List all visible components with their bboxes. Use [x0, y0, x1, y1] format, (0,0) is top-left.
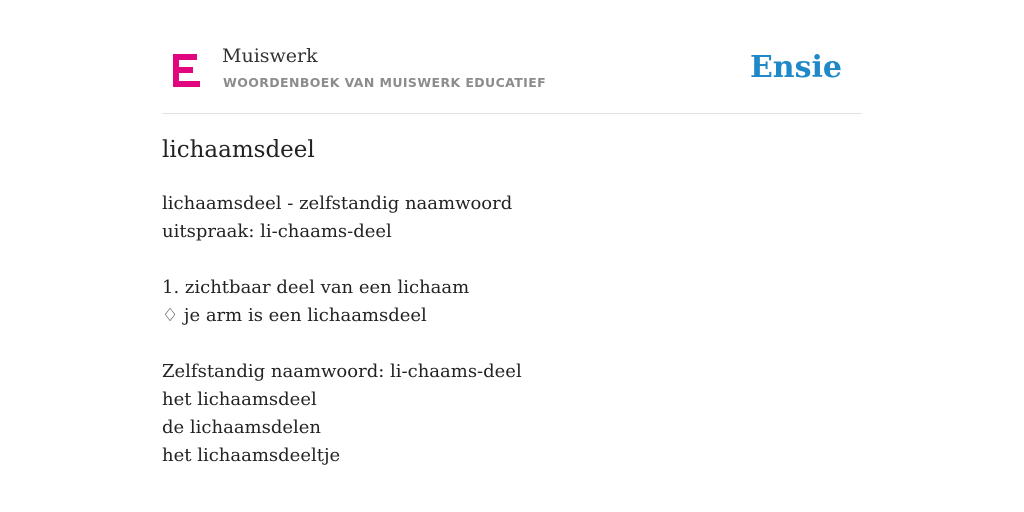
- spacer: [162, 330, 522, 358]
- diminutive-form: het lichaamsdeeltje: [162, 445, 341, 466]
- spacer: [162, 246, 522, 274]
- entry-definition: [162, 190, 522, 470]
- singular-form: het lichaamsdeel: [162, 389, 317, 410]
- sense-1: 1. zichtbaar deel van een lichaam: [162, 277, 470, 298]
- page-container: [162, 0, 862, 466]
- pronunciation: uitspraak: li-chaams-deel: [162, 221, 392, 242]
- brand-name[interactable]: Muiswerk: [222, 45, 318, 67]
- ensie-logo-link[interactable]: Ensie: [749, 50, 842, 85]
- plural-form: de lichaamsdelen: [162, 417, 322, 438]
- site-header: [162, 0, 862, 114]
- entry-title: lichaamsdeel: [162, 137, 315, 163]
- grammar-line: Zelfstandig naamwoord: li-chaams-deel: [162, 361, 522, 382]
- example-1: ♢ je arm is een lichaamsdeel: [162, 305, 427, 326]
- entry-heading-line: lichaamsdeel - zelfstandig naamwoord: [162, 193, 513, 214]
- muiswerk-e-logo-icon[interactable]: [173, 54, 200, 88]
- brand-subtitle: WOORDENBOEK VAN MUISWERK EDUCATIEF: [223, 75, 547, 90]
